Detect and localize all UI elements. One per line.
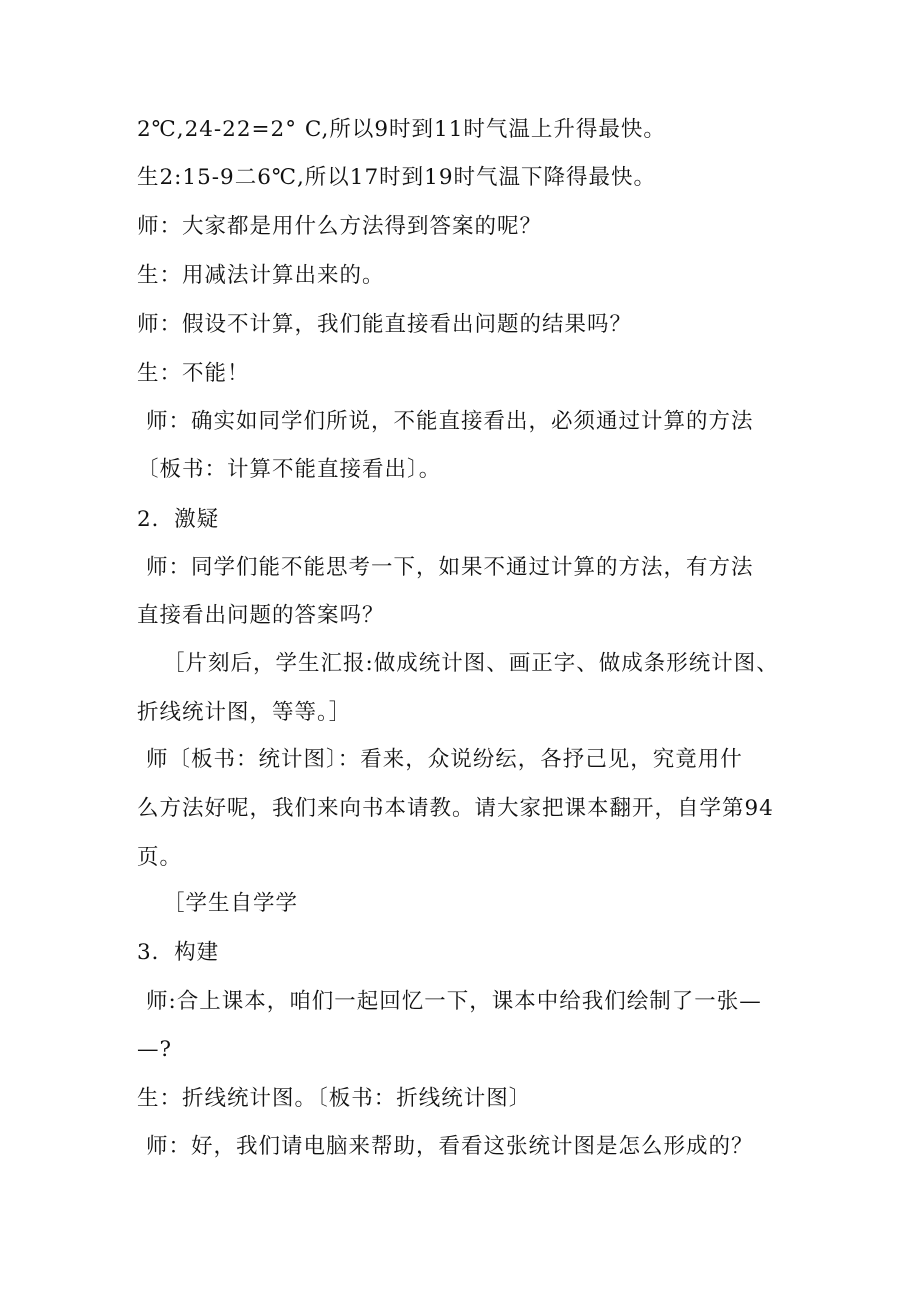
text-line-14: 师〔板书：统计图〕：看来，众说纷纭，各抒己见，究竟用什 — [146, 747, 743, 772]
text-line-1: 2℃,24-22=2° C,所以9时到11时气温上升得最快。 — [137, 117, 666, 142]
text-line-11: 直接看出问题的答案吗？ — [137, 603, 385, 628]
text-line-19: 师:合上课本，咱们一起回忆一下，课本中给我们绘制了一张— — [146, 989, 762, 1014]
text-line-3: 师：大家都是用什么方法得到答案的呢？ — [137, 214, 543, 239]
text-line-4: 生：用减法计算出来的。 — [137, 263, 385, 288]
section-heading-2: 2．激疑 — [137, 507, 220, 532]
text-line-2: 生2:15-9二6℃,所以17时到19时气温下降得最快。 — [137, 165, 657, 190]
text-line-6: 生：不能！ — [137, 361, 250, 386]
text-line-13: 折线统计图，等等。］ — [137, 700, 352, 725]
text-line-5: 师：假设不计算，我们能直接看出问题的结果吗？ — [137, 312, 633, 337]
text-line-7: 师：确实如同学们所说，不能直接看出，必须通过计算的方法 — [146, 409, 754, 434]
text-line-12: ［片刻后，学生汇报:做成统计图、画正字、做成条形统计图、 — [163, 651, 779, 676]
text-line-15: 么方法好呢，我们来向书本请教。请大家把课本翻开，自学第94 — [137, 796, 774, 821]
text-line-8: 〔板书：计算不能直接看出〕。 — [137, 457, 442, 482]
text-line-20: —? — [137, 1037, 173, 1062]
text-line-17: ［学生自学学 — [163, 891, 299, 916]
section-heading-3: 3．构建 — [137, 940, 220, 965]
text-line-10: 师：同学们能不能思考一下，如果不通过计算的方法，有方法 — [146, 555, 754, 580]
text-line-22: 师：好，我们请电脑来帮助，看看这张统计图是怎么形成的？ — [146, 1134, 754, 1159]
text-line-21: 生：折线统计图。〔板书：折线统计图〕 — [137, 1086, 532, 1111]
text-line-16: 页。 — [137, 845, 183, 870]
